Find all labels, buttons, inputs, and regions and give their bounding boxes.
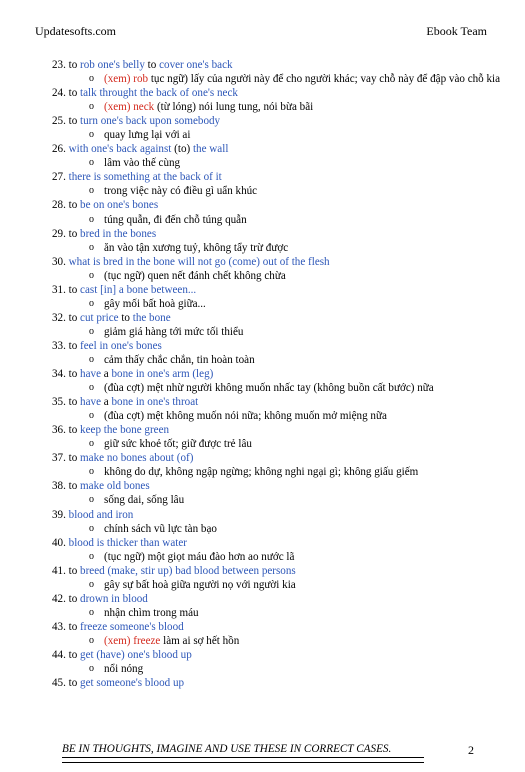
bullet-icon: o [89,550,94,562]
entry-text: (tục ngữ) một giọt máu đào hơn ao nước lã [104,550,295,563]
footer-slogan: BE IN THOUGHTS, IMAGINE AND USE THESE IN CORRECT CASES. [62,743,392,755]
idiom-phrase: bone between... [126,283,197,296]
definition-item [52,634,503,648]
idiom-entry [52,451,503,465]
idiom-phrase: get [80,648,94,661]
idiom-phrase: cast [80,283,98,296]
idiom-entry [52,86,503,100]
bullet-icon: o [89,494,94,506]
entry-text: to [68,424,81,437]
entry-number: 24. [52,87,69,100]
entry-number: 32. [52,311,69,324]
entry-text: nhận chìm trong máu [104,606,199,619]
entry-text: to [68,59,81,71]
entry-text: to [68,115,81,128]
entry-text: to [68,592,81,605]
definition-item [52,606,503,620]
footer-double-rule [62,757,424,763]
idiom-entry [52,620,503,634]
entry-number: 39. [52,508,69,521]
bullet-icon: o [89,213,94,225]
entry-number: 44. [52,648,69,661]
bullet-icon: o [89,578,94,590]
definition-item [52,128,503,142]
bullet-icon: o [89,606,94,618]
entry-text: a [101,396,112,409]
entry-number: 29. [52,227,69,240]
entry-text: gây mối bất hoà giữa... [104,297,206,310]
bullet-icon: o [89,634,94,646]
entry-text: to [68,396,81,409]
entry-text: to [68,648,81,661]
definition-item [52,297,503,311]
bullet-icon: o [89,101,94,113]
cross-reference: (xem) freeze [104,634,161,647]
entry-text: to [68,283,81,296]
definition-item [52,241,503,255]
entry-number: 42. [52,592,69,605]
entry-text: trong việc này có điều gì uẩn khúc [104,185,258,198]
definition-item [52,550,503,564]
idiom-entry [52,170,503,184]
entry-text: tục ngữ) lấy của người này để cho người khác; vay chỗ này để đập vào chỗ kia [148,73,501,86]
bullet-icon: o [89,663,94,675]
page-header [35,24,487,38]
definition-item [52,269,503,283]
idiom-phrase: drown in blood [80,592,148,605]
idiom-entry [52,227,503,241]
idiom-phrase: be on one's bones [80,199,159,212]
bullet-icon: o [89,157,94,169]
cross-reference: (xem) rob [104,73,149,86]
idiom-phrase: have [80,396,101,409]
entry-text: (tục ngữ) quen nết đánh chết không chừa [104,269,286,282]
idiom-phrase: there is something at the back of it [68,171,222,184]
idiom-entry [52,536,503,550]
cross-reference: (xem) neck [104,101,155,114]
idiom-phrase: talk throught the back of one's neck [80,87,238,100]
entry-number: 43. [52,620,69,633]
entry-text: to [68,452,81,465]
definition-item [52,493,503,507]
entry-number: 38. [52,480,69,493]
idiom-phrase: cover one's back [159,59,233,71]
idiom-phrase: (make, stir up) [104,564,176,577]
entry-number: 33. [52,339,69,352]
entry-text: to [68,339,81,352]
idiom-phrase: what is bred in the bone will not go [68,255,226,268]
entry-text: to [68,311,81,324]
bullet-icon: o [89,241,94,253]
entry-number: 40. [52,536,69,549]
entry-text: làm ai sợ hết hồn [160,634,240,647]
idiom-entry [52,479,503,493]
page-number: 2 [468,743,474,757]
entry-text: to [68,480,81,493]
idiom-phrase: one's blood up [127,648,192,661]
idiom-phrase: breed [80,564,105,577]
idiom-phrase: the wall [192,143,229,156]
entry-number: 35. [52,396,69,409]
idiom-phrase: bone in one's arm [111,368,190,381]
entry-text: sống dai, sống lâu [104,494,185,507]
idiom-phrase: (have) [93,648,128,661]
entry-text: to [68,227,81,240]
idiom-list [52,58,503,690]
entry-number: 31. [52,283,69,296]
entry-number: 26. [52,143,69,156]
bullet-icon: o [89,297,94,309]
idiom-entry [52,508,503,522]
entry-text: to [68,87,81,100]
bullet-icon: o [89,73,94,85]
entry-text: nổi nóng [104,663,144,676]
entry-text: to [68,564,81,577]
idiom-phrase: rob one's belly [80,59,145,71]
bullet-icon: o [89,410,94,422]
definition-item [52,213,503,227]
idiom-phrase: the bone [132,311,171,324]
entry-number: 45. [52,677,69,690]
bullet-icon: o [89,466,94,478]
bullet-icon: o [89,353,94,365]
definition-item [52,465,503,479]
idiom-phrase: [in] a [97,283,127,296]
idiom-entry [52,592,503,606]
idiom-phrase: feel in one's bones [80,339,162,352]
entry-text: giảm giá hàng tới mức tối thiểu [104,325,244,338]
entry-text: ăn vào tận xương tuỷ, không tẩy trừ được [104,241,289,254]
definition-item [52,381,503,395]
idiom-phrase: have [80,368,101,381]
idiom-phrase: make no bones about [80,452,175,465]
entry-text: (đùa cợt) mệt không muốn nói nữa; không muốn mở miệng nữa [104,410,387,423]
bullet-icon: o [89,325,94,337]
idiom-phrase: get someone's blood up [80,677,185,690]
entry-text: to [68,368,81,381]
entry-text: cảm thấy chắc chắn, tin hoàn toàn [104,353,255,366]
entry-text: a [101,368,112,381]
idiom-phrase: blood is thicker than water [68,536,187,549]
definition-item [52,156,503,170]
idiom-phrase: turn one's back upon somebody [80,115,221,128]
entry-number: 23. [52,59,69,71]
idiom-entry [52,114,503,128]
entry-number: 41. [52,564,69,577]
entry-text: lâm vào thế cùng [104,157,181,170]
entry-number: 27. [52,171,69,184]
entry-text: túng quẫn, đi đến chỗ túng quẫn [104,213,247,226]
idiom-entry [52,58,503,72]
entry-text: to [68,620,81,633]
entry-number: 34. [52,368,69,381]
idiom-entry [52,198,503,212]
idiom-phrase: make old bones [80,480,150,493]
idiom-phrase: cut price [80,311,119,324]
idiom-entry [52,423,503,437]
team-name: Ebook Team [426,24,487,38]
definition-item [52,578,503,592]
idiom-phrase: blood and iron [68,508,134,521]
idiom-entry [52,255,503,269]
bullet-icon: o [89,129,94,141]
definition-item [52,522,503,536]
entry-number: 36. [52,424,69,437]
entry-number: 30. [52,255,69,268]
definition-item [52,325,503,339]
definition-item [52,100,503,114]
entry-text: (từ lóng) nói lung tung, nói bừa bãi [154,101,314,114]
bullet-icon: o [89,269,94,281]
idiom-entry [52,367,503,381]
entry-text: to [118,311,133,324]
bullet-icon: o [89,438,94,450]
idiom-phrase: keep the bone green [80,424,170,437]
entry-number: 25. [52,115,69,128]
entry-number: 28. [52,199,69,212]
definition-item [52,437,503,451]
idiom-phrase: bred in the bones [80,227,157,240]
idiom-phrase: out of the flesh [262,255,330,268]
entry-text: gây sự bất hoà giữa người nọ với người kia [104,578,296,591]
idiom-entry [52,564,503,578]
idiom-entry [52,142,503,156]
entry-text: chính sách vũ lực tàn bạo [104,522,217,535]
idiom-phrase: bone in one's throat [111,396,199,409]
idiom-phrase: with one's back against [68,143,172,156]
idiom-phrase: (of) [174,452,194,465]
definition-item [52,662,503,676]
idiom-phrase: (leg) [189,368,214,381]
definition-item [52,409,503,423]
entry-text: to [68,199,81,212]
entry-text: (to) [171,143,193,156]
entry-number: 37. [52,452,69,465]
idiom-entry [52,395,503,409]
bullet-icon: o [89,522,94,534]
definition-item [52,72,503,86]
site-name: Updatesofts.com [35,24,116,38]
bullet-icon: o [89,185,94,197]
idiom-phrase: bad blood between persons [175,564,296,577]
entry-text: giữ sức khoẻ tốt; giữ được trẻ lâu [104,438,252,451]
idiom-entry [52,283,503,297]
idiom-entry [52,339,503,353]
idiom-phrase: freeze someone's blood [80,620,184,633]
entry-text: to [68,677,81,690]
definition-item [52,184,503,198]
definition-item [52,353,503,367]
entry-text: không do dự, không ngập ngừng; không nghi ngại gì; không giấu giếm [104,466,419,479]
entry-text: to [144,59,160,71]
idiom-entry [52,311,503,325]
idiom-entry [52,676,503,690]
entry-text: (đùa cợt) mệt nhừ người không muốn nhấc tay (không buồn cất bước) nữa [104,382,434,395]
bullet-icon: o [89,382,94,394]
idiom-phrase: (come) [225,255,263,268]
entry-text: quay lưng lại với ai [104,129,191,142]
idiom-entry [52,648,503,662]
